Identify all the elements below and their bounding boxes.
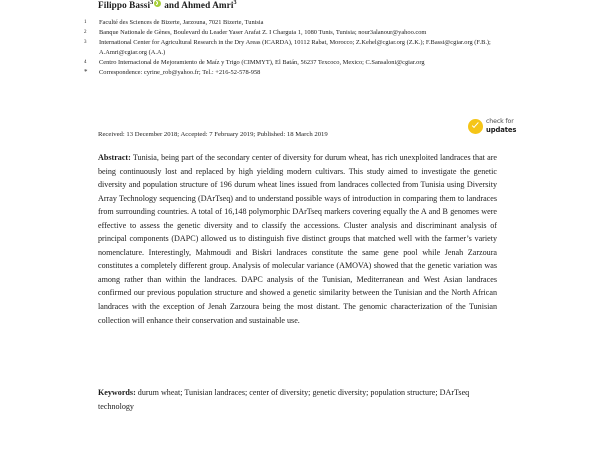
author-affiliation-marker-2: 3 bbox=[233, 0, 237, 6]
affiliation-text: Faculté des Sciences de Bizerte, Jarzouna, 7021 Bizerte, Tunisia bbox=[99, 19, 264, 26]
affiliation-marker: 3 bbox=[84, 39, 87, 45]
author-name-primary: Filippo Bassi bbox=[98, 0, 151, 11]
check-for-updates-badge[interactable] bbox=[468, 116, 530, 140]
orcid-icon[interactable] bbox=[154, 0, 161, 7]
correspondence-marker: * bbox=[84, 67, 88, 76]
affiliation-item bbox=[84, 38, 504, 58]
affiliation-item bbox=[84, 28, 504, 38]
author-connector: and bbox=[161, 0, 182, 11]
affiliations-list bbox=[84, 18, 504, 77]
affiliation-item bbox=[84, 18, 504, 28]
badge-label-line1: check for bbox=[486, 118, 514, 125]
affiliation-text: Centro Internacional de Mejoramiento de Maíz y Trigo (CIMMYT), El Batán, 56237 Texcoco, Mexico; C.Sansaloni@cgiar.org bbox=[99, 58, 425, 66]
keywords-section bbox=[98, 386, 497, 413]
author-affiliation-marker: 3 bbox=[150, 0, 154, 6]
author-name-secondary: Ahmed Amri bbox=[181, 0, 234, 11]
affiliation-item bbox=[84, 58, 504, 68]
abstract-label: Abstract: bbox=[98, 153, 131, 162]
keywords-label: Keywords: bbox=[98, 388, 136, 397]
correspondence-text: Correspondence: cyrine_rob@yahoo.fr; Tel.: +216-52-578-958 bbox=[99, 68, 261, 76]
affiliation-marker: 4 bbox=[84, 59, 87, 65]
abstract-body: Tunisia, being part of the secondary center of diversity for durum wheat, has rich unexploited landraces that are being continuously lost and replaced by high yielding modern cultivars. This study aimed to investigate the genetic diversity and population structure of 196 durum wheat lines issued from landraces collected from Tunisia using Diversity Array Technology sequencing (DArTseq) and to understand possible ways of introduction in comparing them to landraces from surrounding countries. A total of 16,148 polymorphic DArTseq markers covering equally the A and B genomes were effective to assess the genetic diversity and to classify the accessions. Cluster analysis and discriminant analysis of principal components (DAPC) allowed us to distinguish five distinct groups that matched well with the farmer’s variety nomenclature. Interestingly, Mahmoudi and Biskri landraces constitute the same gene pool while Jenah Zarzoura constitutes a completely different group. Analysis of molecular variance (AMOVA) showed that the genetic variation was among rather than within the landraces. DAPC analysis of the Tunisian, Mediterranean and West Asian landraces confirmed our previous population structure and showed a genetic similarity between the Tunisian and the North African landraces with the exception of Jenah Zarzoura being the most distant. The genomic characterization of the Tunisian collection will enhance their conservation and sustainable use. bbox=[98, 153, 497, 325]
check-circle-icon bbox=[468, 119, 483, 134]
author-line bbox=[98, 0, 498, 11]
checkmark-glyph bbox=[472, 122, 479, 129]
affiliation-text: International Center for Agricultural Research in the Dry Areas (ICARDA), 10112 Rabat, Morocco; Z.Kehel@cgiar.org (Z.K.); F.Bassi@cgiar.org (F.B.); A.Amri@cgiar.org (A.A.) bbox=[99, 38, 491, 56]
badge-label bbox=[486, 118, 516, 135]
publication-dates: Received: 13 December 2018; Accepted: 7 February 2019; Published: 18 March 2019 bbox=[98, 131, 328, 138]
affiliation-text: Banque Nationale de Gènes, Boulevard du Leader Yaser Arafat Z. I Charguia 1, 1080 Tunis, Tunisia; nour3alanour@yahoo.com bbox=[99, 28, 427, 36]
abstract-section bbox=[98, 151, 497, 327]
affiliation-marker: 1 bbox=[84, 20, 87, 25]
keywords-body: durum wheat; Tunisian landraces; center of diversity; genetic diversity; population structure; DArTseq technology bbox=[98, 388, 470, 411]
affiliation-marker: 2 bbox=[84, 29, 87, 35]
badge-label-line2: updates bbox=[486, 126, 517, 135]
correspondence-item bbox=[84, 68, 504, 78]
